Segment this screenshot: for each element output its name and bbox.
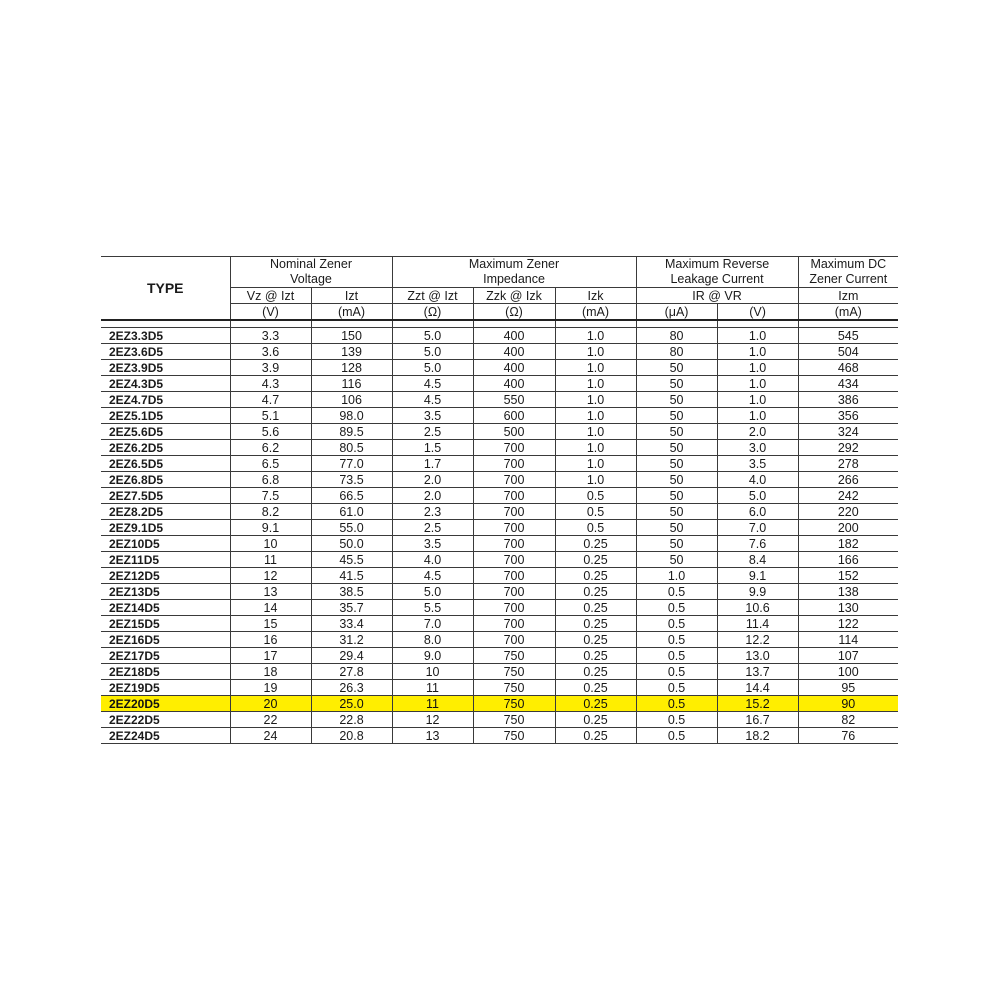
cell-izt: 35.7 <box>311 600 392 616</box>
cell-zzt: 5.5 <box>392 600 473 616</box>
table-row <box>101 424 898 440</box>
cell-izt: 26.3 <box>311 680 392 696</box>
cell-type: 2EZ6.8D5 <box>101 472 230 488</box>
cell-ir: 50 <box>636 408 717 424</box>
cell-ir: 0.5 <box>636 728 717 744</box>
cell-zzk: 700 <box>473 440 555 456</box>
cell-zzt: 5.0 <box>392 360 473 376</box>
cell-zzt: 2.0 <box>392 472 473 488</box>
cell-ir: 50 <box>636 440 717 456</box>
unit-zzt: (Ω) <box>392 304 473 321</box>
cell-type: 2EZ24D5 <box>101 728 230 744</box>
col-vz-header: Vz @ Izt <box>230 288 311 304</box>
cell-ir: 50 <box>636 376 717 392</box>
cell-type: 2EZ12D5 <box>101 568 230 584</box>
cell-izt: 80.5 <box>311 440 392 456</box>
cell-vz: 13 <box>230 584 311 600</box>
cell-izk: 0.25 <box>555 616 636 632</box>
cell-zzt: 1.5 <box>392 440 473 456</box>
cell-ir: 0.5 <box>636 600 717 616</box>
cell-izm: 114 <box>798 632 898 648</box>
table-row <box>101 504 898 520</box>
table-row <box>101 328 898 344</box>
cell-izm: 292 <box>798 440 898 456</box>
cell-vr: 1.0 <box>717 376 798 392</box>
cell-zzk: 700 <box>473 584 555 600</box>
cell-vz: 16 <box>230 632 311 648</box>
cell-vr: 11.4 <box>717 616 798 632</box>
cell-zzt: 4.0 <box>392 552 473 568</box>
cell-vz: 3.3 <box>230 328 311 344</box>
cell-vz: 3.6 <box>230 344 311 360</box>
nominal-header-line1: Nominal Zener <box>270 257 352 271</box>
cell-vz: 10 <box>230 536 311 552</box>
cell-zzk: 750 <box>473 664 555 680</box>
cell-izt: 116 <box>311 376 392 392</box>
cell-ir: 50 <box>636 520 717 536</box>
cell-izm: 100 <box>798 664 898 680</box>
cell-zzk: 750 <box>473 680 555 696</box>
cell-type: 2EZ19D5 <box>101 680 230 696</box>
cell-zzk: 700 <box>473 552 555 568</box>
cell-vr: 3.5 <box>717 456 798 472</box>
cell-vr: 8.4 <box>717 552 798 568</box>
cell-ir: 50 <box>636 536 717 552</box>
cell-izk: 0.25 <box>555 712 636 728</box>
cell-type: 2EZ20D5 <box>101 696 230 712</box>
impedance-header-line1: Maximum Zener <box>468 257 560 271</box>
table-row <box>101 344 898 360</box>
cell-zzk: 700 <box>473 600 555 616</box>
cell-ir: 0.5 <box>636 632 717 648</box>
cell-vz: 11 <box>230 552 311 568</box>
cell-izm: 122 <box>798 616 898 632</box>
table-row <box>101 376 898 392</box>
table-row <box>101 360 898 376</box>
cell-type: 2EZ9.1D5 <box>101 520 230 536</box>
cell-type: 2EZ4.7D5 <box>101 392 230 408</box>
cell-izk: 1.0 <box>555 328 636 344</box>
table-row <box>101 664 898 680</box>
leakage-header-line2: Leakage Current <box>670 272 764 286</box>
cell-zzt: 5.0 <box>392 328 473 344</box>
cell-izm: 200 <box>798 520 898 536</box>
table-row <box>101 392 898 408</box>
cell-izt: 73.5 <box>311 472 392 488</box>
cell-vz: 4.7 <box>230 392 311 408</box>
cell-izk: 0.25 <box>555 600 636 616</box>
cell-izk: 1.0 <box>555 456 636 472</box>
cell-type: 2EZ13D5 <box>101 584 230 600</box>
cell-type: 2EZ10D5 <box>101 536 230 552</box>
cell-vz: 14 <box>230 600 311 616</box>
zener-diode-spec-table <box>101 256 898 744</box>
cell-ir: 0.5 <box>636 616 717 632</box>
cell-zzk: 550 <box>473 392 555 408</box>
cell-izt: 150 <box>311 328 392 344</box>
cell-izm: 182 <box>798 536 898 552</box>
table-row <box>101 520 898 536</box>
cell-type: 2EZ3.6D5 <box>101 344 230 360</box>
cell-vz: 15 <box>230 616 311 632</box>
cell-vr: 9.1 <box>717 568 798 584</box>
cell-vr: 14.4 <box>717 680 798 696</box>
cell-izm: 278 <box>798 456 898 472</box>
cell-zzt: 3.5 <box>392 408 473 424</box>
cell-vr: 13.0 <box>717 648 798 664</box>
cell-zzt: 7.0 <box>392 616 473 632</box>
col-zzk-header: Zzk @ Izk <box>473 288 555 304</box>
cell-izt: 27.8 <box>311 664 392 680</box>
cell-izt: 25.0 <box>311 696 392 712</box>
cell-izm: 95 <box>798 680 898 696</box>
cell-izk: 0.25 <box>555 728 636 744</box>
cell-izm: 130 <box>798 600 898 616</box>
cell-zzt: 2.5 <box>392 520 473 536</box>
unit-vz: (V) <box>230 304 311 321</box>
cell-zzk: 750 <box>473 728 555 744</box>
cell-vr: 1.0 <box>717 408 798 424</box>
table-row <box>101 472 898 488</box>
cell-izm: 82 <box>798 712 898 728</box>
cell-vr: 1.0 <box>717 328 798 344</box>
cell-izt: 38.5 <box>311 584 392 600</box>
cell-vr: 13.7 <box>717 664 798 680</box>
table-row <box>101 552 898 568</box>
cell-izm: 242 <box>798 488 898 504</box>
max-dc-zener-current-header <box>798 257 898 288</box>
cell-izt: 77.0 <box>311 456 392 472</box>
cell-type: 2EZ8.2D5 <box>101 504 230 520</box>
cell-ir: 50 <box>636 424 717 440</box>
cell-izk: 1.0 <box>555 424 636 440</box>
cell-izk: 0.5 <box>555 488 636 504</box>
cell-vz: 20 <box>230 696 311 712</box>
cell-vz: 12 <box>230 568 311 584</box>
cell-type: 2EZ6.5D5 <box>101 456 230 472</box>
max-zener-impedance-header <box>392 257 636 288</box>
col-izt-header: Izt <box>311 288 392 304</box>
cell-izk: 0.25 <box>555 536 636 552</box>
table-row <box>101 728 898 744</box>
cell-zzt: 11 <box>392 680 473 696</box>
cell-type: 2EZ14D5 <box>101 600 230 616</box>
cell-zzt: 11 <box>392 696 473 712</box>
cell-vr: 5.0 <box>717 488 798 504</box>
cell-ir: 50 <box>636 472 717 488</box>
cell-izk: 1.0 <box>555 392 636 408</box>
cell-zzt: 10 <box>392 664 473 680</box>
cell-izt: 29.4 <box>311 648 392 664</box>
cell-ir: 0.5 <box>636 584 717 600</box>
cell-vz: 5.6 <box>230 424 311 440</box>
cell-izm: 90 <box>798 696 898 712</box>
cell-vr: 15.2 <box>717 696 798 712</box>
unit-zzk: (Ω) <box>473 304 555 321</box>
cell-vz: 8.2 <box>230 504 311 520</box>
header-spacer-row <box>101 320 898 328</box>
cell-zzt: 2.3 <box>392 504 473 520</box>
cell-izk: 0.25 <box>555 568 636 584</box>
cell-ir: 50 <box>636 488 717 504</box>
cell-izt: 98.0 <box>311 408 392 424</box>
type-header: TYPE <box>101 257 230 321</box>
cell-ir: 0.5 <box>636 664 717 680</box>
cell-izk: 1.0 <box>555 472 636 488</box>
cell-izt: 106 <box>311 392 392 408</box>
cell-type: 2EZ5.6D5 <box>101 424 230 440</box>
cell-zzk: 750 <box>473 648 555 664</box>
cell-izt: 61.0 <box>311 504 392 520</box>
cell-vr: 10.6 <box>717 600 798 616</box>
cell-vr: 1.0 <box>717 360 798 376</box>
cell-ir: 0.5 <box>636 696 717 712</box>
cell-vz: 24 <box>230 728 311 744</box>
cell-izt: 33.4 <box>311 616 392 632</box>
cell-zzk: 700 <box>473 536 555 552</box>
cell-type: 2EZ4.3D5 <box>101 376 230 392</box>
cell-vr: 12.2 <box>717 632 798 648</box>
cell-izt: 139 <box>311 344 392 360</box>
cell-zzk: 700 <box>473 488 555 504</box>
cell-vz: 17 <box>230 648 311 664</box>
cell-zzk: 400 <box>473 344 555 360</box>
cell-izt: 128 <box>311 360 392 376</box>
cell-izt: 50.0 <box>311 536 392 552</box>
cell-vr: 6.0 <box>717 504 798 520</box>
max-reverse-leakage-header <box>636 257 798 288</box>
cell-ir: 1.0 <box>636 568 717 584</box>
cell-izt: 41.5 <box>311 568 392 584</box>
dc-header-line1: Maximum DC <box>810 257 887 271</box>
cell-izk: 1.0 <box>555 408 636 424</box>
cell-vz: 6.5 <box>230 456 311 472</box>
cell-type: 2EZ3.9D5 <box>101 360 230 376</box>
cell-zzt: 2.5 <box>392 424 473 440</box>
cell-vz: 5.1 <box>230 408 311 424</box>
cell-izk: 0.25 <box>555 680 636 696</box>
impedance-header-line2: Impedance <box>483 272 545 286</box>
cell-zzk: 750 <box>473 696 555 712</box>
cell-izk: 1.0 <box>555 360 636 376</box>
cell-type: 2EZ17D5 <box>101 648 230 664</box>
col-zzt-header: Zzt @ Izt <box>392 288 473 304</box>
table-row <box>101 584 898 600</box>
cell-zzk: 700 <box>473 504 555 520</box>
cell-ir: 50 <box>636 360 717 376</box>
unit-ir: (μA) <box>636 304 717 321</box>
cell-vz: 4.3 <box>230 376 311 392</box>
cell-zzt: 5.0 <box>392 344 473 360</box>
cell-izk: 0.5 <box>555 520 636 536</box>
cell-izm: 76 <box>798 728 898 744</box>
cell-izt: 45.5 <box>311 552 392 568</box>
cell-izm: 152 <box>798 568 898 584</box>
cell-zzk: 700 <box>473 472 555 488</box>
table-row <box>101 696 898 712</box>
cell-izm: 504 <box>798 344 898 360</box>
cell-izk: 0.25 <box>555 648 636 664</box>
cell-type: 2EZ5.1D5 <box>101 408 230 424</box>
cell-zzk: 700 <box>473 456 555 472</box>
cell-zzt: 5.0 <box>392 584 473 600</box>
cell-izk: 0.25 <box>555 584 636 600</box>
cell-vr: 7.6 <box>717 536 798 552</box>
cell-type: 2EZ15D5 <box>101 616 230 632</box>
nominal-header-line2: Voltage <box>290 272 332 286</box>
cell-zzk: 700 <box>473 632 555 648</box>
cell-vr: 3.0 <box>717 440 798 456</box>
cell-ir: 0.5 <box>636 680 717 696</box>
cell-zzk: 500 <box>473 424 555 440</box>
cell-type: 2EZ3.3D5 <box>101 328 230 344</box>
cell-izm: 166 <box>798 552 898 568</box>
cell-izm: 434 <box>798 376 898 392</box>
cell-ir: 50 <box>636 504 717 520</box>
unit-izt: (mA) <box>311 304 392 321</box>
table-row <box>101 600 898 616</box>
table-row <box>101 456 898 472</box>
cell-izk: 0.25 <box>555 632 636 648</box>
cell-izk: 0.25 <box>555 696 636 712</box>
cell-zzk: 700 <box>473 520 555 536</box>
col-izk-header: Izk <box>555 288 636 304</box>
cell-ir: 80 <box>636 328 717 344</box>
header-row-groups <box>101 257 898 288</box>
unit-izk: (mA) <box>555 304 636 321</box>
cell-izk: 0.5 <box>555 504 636 520</box>
cell-izk: 0.25 <box>555 664 636 680</box>
cell-ir: 50 <box>636 552 717 568</box>
table-body <box>101 320 898 744</box>
cell-izt: 89.5 <box>311 424 392 440</box>
dc-header-line2: Zener Current <box>809 272 888 286</box>
cell-vr: 1.0 <box>717 392 798 408</box>
cell-izm: 386 <box>798 392 898 408</box>
cell-ir: 50 <box>636 456 717 472</box>
cell-vz: 7.5 <box>230 488 311 504</box>
cell-izt: 22.8 <box>311 712 392 728</box>
table-row <box>101 616 898 632</box>
cell-type: 2EZ16D5 <box>101 632 230 648</box>
nominal-zener-voltage-header <box>230 257 392 288</box>
cell-vz: 18 <box>230 664 311 680</box>
cell-zzt: 12 <box>392 712 473 728</box>
table-row <box>101 648 898 664</box>
cell-izk: 1.0 <box>555 376 636 392</box>
cell-type: 2EZ7.5D5 <box>101 488 230 504</box>
cell-izk: 0.25 <box>555 552 636 568</box>
cell-zzt: 4.5 <box>392 568 473 584</box>
cell-izm: 220 <box>798 504 898 520</box>
col-izm-header: Izm <box>798 288 898 304</box>
cell-vr: 1.0 <box>717 344 798 360</box>
cell-izt: 55.0 <box>311 520 392 536</box>
cell-vr: 9.9 <box>717 584 798 600</box>
table-row <box>101 632 898 648</box>
cell-izm: 468 <box>798 360 898 376</box>
cell-zzt: 9.0 <box>392 648 473 664</box>
cell-zzk: 400 <box>473 360 555 376</box>
cell-ir: 0.5 <box>636 648 717 664</box>
cell-izm: 138 <box>798 584 898 600</box>
cell-vz: 3.9 <box>230 360 311 376</box>
table-row <box>101 408 898 424</box>
cell-izm: 545 <box>798 328 898 344</box>
cell-type: 2EZ11D5 <box>101 552 230 568</box>
cell-zzk: 750 <box>473 712 555 728</box>
cell-vr: 7.0 <box>717 520 798 536</box>
cell-ir: 0.5 <box>636 712 717 728</box>
cell-type: 2EZ18D5 <box>101 664 230 680</box>
cell-type: 2EZ6.2D5 <box>101 440 230 456</box>
table-row <box>101 536 898 552</box>
leakage-header-line1: Maximum Reverse <box>664 257 770 271</box>
table-row <box>101 488 898 504</box>
cell-izk: 1.0 <box>555 440 636 456</box>
cell-vr: 16.7 <box>717 712 798 728</box>
table-row <box>101 680 898 696</box>
cell-zzt: 4.5 <box>392 392 473 408</box>
cell-izt: 66.5 <box>311 488 392 504</box>
cell-izt: 31.2 <box>311 632 392 648</box>
cell-vr: 18.2 <box>717 728 798 744</box>
cell-vz: 19 <box>230 680 311 696</box>
col-ir-vr-header: IR @ VR <box>636 288 798 304</box>
cell-vr: 4.0 <box>717 472 798 488</box>
cell-izt: 20.8 <box>311 728 392 744</box>
cell-type: 2EZ22D5 <box>101 712 230 728</box>
cell-zzk: 700 <box>473 616 555 632</box>
table-row <box>101 712 898 728</box>
cell-vz: 6.2 <box>230 440 311 456</box>
cell-izm: 356 <box>798 408 898 424</box>
cell-zzk: 600 <box>473 408 555 424</box>
cell-zzt: 2.0 <box>392 488 473 504</box>
cell-ir: 50 <box>636 392 717 408</box>
cell-zzt: 3.5 <box>392 536 473 552</box>
cell-ir: 80 <box>636 344 717 360</box>
cell-izm: 324 <box>798 424 898 440</box>
cell-vz: 22 <box>230 712 311 728</box>
cell-vz: 6.8 <box>230 472 311 488</box>
cell-izm: 266 <box>798 472 898 488</box>
cell-izk: 1.0 <box>555 344 636 360</box>
cell-zzk: 400 <box>473 376 555 392</box>
cell-zzt: 4.5 <box>392 376 473 392</box>
unit-izm: (mA) <box>798 304 898 321</box>
unit-vr: (V) <box>717 304 798 321</box>
cell-zzt: 1.7 <box>392 456 473 472</box>
cell-zzt: 13 <box>392 728 473 744</box>
cell-vr: 2.0 <box>717 424 798 440</box>
table-row <box>101 440 898 456</box>
cell-zzt: 8.0 <box>392 632 473 648</box>
table-row <box>101 568 898 584</box>
cell-zzk: 400 <box>473 328 555 344</box>
cell-izm: 107 <box>798 648 898 664</box>
cell-vz: 9.1 <box>230 520 311 536</box>
cell-zzk: 700 <box>473 568 555 584</box>
